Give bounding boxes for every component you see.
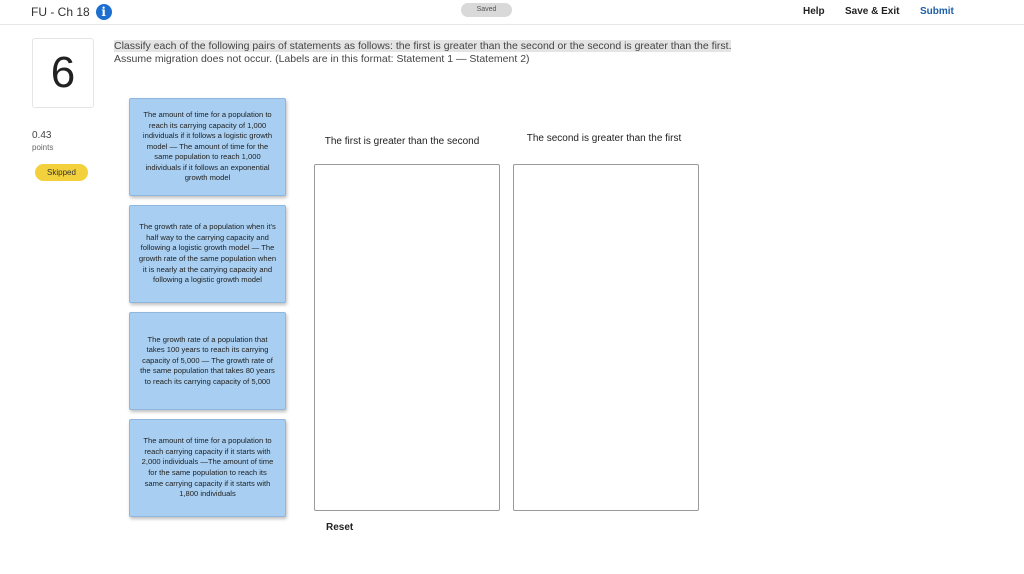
status-badge: Skipped — [35, 164, 88, 181]
assignment-title — [31, 4, 112, 20]
drop-zone-first-greater[interactable] — [314, 164, 500, 511]
header-divider — [0, 24, 1024, 25]
column-header-first-greater: The first is greater than the second — [324, 136, 480, 147]
draggable-card[interactable]: The growth rate of a population that takes 100 years to reach its carrying capacity of 5,000 — The growth rate of the same population that takes 80 years to reach its carrying capacity of 5,000 — [129, 312, 286, 410]
help-link[interactable]: Help — [803, 6, 825, 17]
reset-button[interactable]: Reset — [326, 522, 354, 533]
points-label: points — [32, 143, 54, 152]
save-exit-link[interactable]: Save & Exit — [845, 6, 900, 17]
prompt-line-2: Assume migration does not occur. (Labels are in this format: Statement 1 — Statement 2) — [114, 53, 530, 65]
drop-zone-second-greater[interactable] — [513, 164, 699, 511]
submit-link[interactable]: Submit — [920, 6, 954, 17]
saved-status-badge: Saved — [461, 3, 512, 17]
draggable-card[interactable]: The amount of time for a population to reach its carrying capacity of 1,000 individuals if it follows a logistic growth model — The amount of time for the same population to reach 1,000 individuals if it follows an exponential growth model — [129, 98, 286, 196]
info-icon[interactable]: i — [96, 4, 112, 20]
question-number: 6 — [32, 38, 94, 108]
top-bar — [0, 0, 1024, 24]
question-prompt — [114, 40, 826, 66]
column-header-second-greater: The second is greater than the first — [526, 133, 682, 144]
draggable-card[interactable]: The amount of time for a population to reach carrying capacity if it starts with 2,000 individuals —The amount of time for the same population to reach its same carrying capacity if it starts with 1,800 individuals — [129, 419, 286, 517]
points-value: 0.43 — [32, 130, 52, 141]
draggable-card[interactable]: The growth rate of a population when it's half way to the carrying capacity and following a logistic growth model — The growth rate of the same population when it is nearly at the carrying capacity and following a logistic growth model — [129, 205, 286, 303]
assignment-title-text: FU - Ch 18 — [31, 5, 90, 19]
prompt-line-1: Classify each of the following pairs of statements as follows: the first is greater than the second or the second is greater than the first. — [114, 40, 732, 52]
